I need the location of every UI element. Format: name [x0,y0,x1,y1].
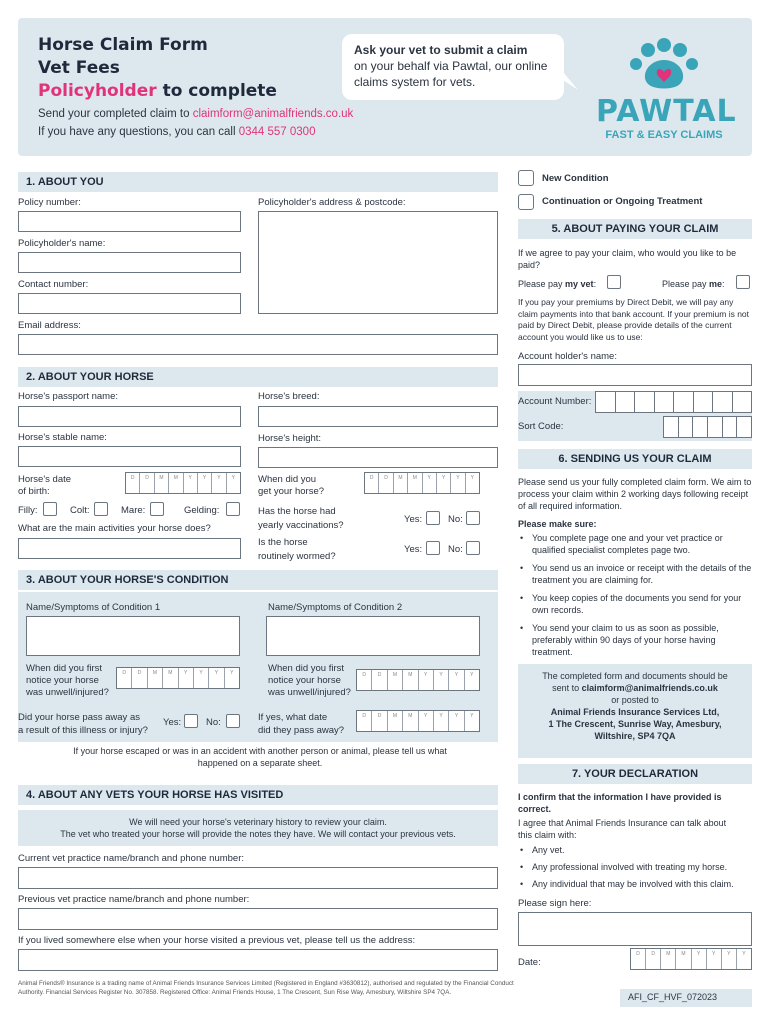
list-item: • You complete page one and your vet practice or qualified specialist completes page two. [518,532,752,556]
vacc-yes-label: Yes: [404,514,423,525]
send-intro: Please send us your fully completed claim form. We aim to process your claim within 2 working days following receipt of all required information. [518,477,752,511]
paw-icon [596,36,732,92]
date-cell-letter: Y [707,949,722,969]
address-input[interactable] [258,211,498,314]
date-cell-letter: D [372,711,387,731]
date-cell-letter: Y [449,711,464,731]
vacc-yes-checkbox[interactable] [426,511,440,525]
pawtal-logo: PAWTAL FAST & EASY CLAIMS [596,36,732,140]
date-cell-letter: Y [692,949,707,969]
passport-input[interactable] [18,406,241,427]
declaration-date-input[interactable] [630,948,752,970]
filly-label: Filly: [18,505,38,516]
agree-text: I agree that Animal Friends Insurance can talk about this claim with: [518,818,727,840]
current-vet-label: Current vet practice name/branch and phone number: [18,853,245,864]
date-cell-letter: D [357,711,372,731]
contact-label: Contact number: [18,279,89,290]
date-cell-letter: Y [434,670,449,690]
pass-yes-checkbox[interactable] [184,714,198,728]
lived-elsewhere-label: If you lived somewhere else when your horse visited a previous vet, please tell us the address: [18,935,416,946]
wormed-yes-checkbox[interactable] [426,541,440,555]
date-cell-letter: Y [198,473,212,493]
mare-label: Mare: [121,505,146,516]
continuation-label: Continuation or Ongoing Treatment [542,196,703,207]
date-cell-letter: Y [470,475,474,481]
declaration-bullets [518,844,752,895]
got-horse-label: When did you get your horse? [258,474,325,497]
sort-code-input[interactable] [663,416,752,438]
policy-number-input[interactable] [18,211,241,232]
notice1-date-input[interactable] [116,667,240,689]
sign-label: Please sign here: [518,898,592,909]
pass-date-label: If yes, what date did they pass away? [258,712,345,736]
date-cell-letter: Y [212,473,226,493]
date-cell-letter: M [394,473,408,493]
gelding-checkbox[interactable] [226,502,240,516]
wormed-label: Is the horse routinely wormed? [258,537,336,562]
email-label: Email address: [18,320,81,331]
current-vet-input[interactable] [18,867,498,889]
notice1-label: When did you first notice your horse was unwell/injured? [26,663,109,698]
date-cell-letter: Y [470,672,474,678]
make-sure-label: Please make sure: [518,519,597,529]
wormed-no-checkbox[interactable] [466,541,480,555]
email-input[interactable] [18,334,498,355]
mare-checkbox[interactable] [150,502,164,516]
signature-input[interactable] [518,912,752,946]
condition2-input[interactable] [266,616,480,656]
form-title: Horse Claim Form Vet Fees Policyholder to complete [38,35,277,101]
dob-label: Horse's date of birth: [18,474,72,497]
date-cell-letter: D [117,668,132,688]
call-line: If you have any questions, you can call 0344 557 0300 [38,126,316,138]
pay-vet-label: Please pay my vet: [518,279,597,289]
speech-bubble: Ask your vet to submit a claim on your behalf via Pawtal, our online claims system for vets. [342,34,564,100]
list-item: • Any vet. [518,844,752,856]
notice2-date-input[interactable] [356,669,480,691]
section3-heading: 3. ABOUT YOUR HORSE'S CONDITION [18,570,498,590]
date-cell-letter: Y [419,670,434,690]
policy-number-label: Policy number: [18,197,81,208]
date-cell-letter: D [365,473,379,493]
date-cell-letter: D [126,473,140,493]
date-cell-letter: D [132,668,147,688]
previous-vet-input[interactable] [18,908,498,930]
postal-panel: The completed form and documents should be sent to claimform@animalfriends.co.uk or posted to Animal Friends Insurance Services Ltd, 1 The Crescent, Sunrise Way, Amesbury, Wiltshire, SP4 7QA [518,664,752,758]
new-condition-label: New Condition [542,173,609,184]
vacc-no-checkbox[interactable] [466,511,480,525]
lived-elsewhere-input[interactable] [18,949,498,971]
colt-checkbox[interactable] [94,502,108,516]
date-label: Date: [518,957,541,968]
date-cell-letter: Y [742,951,746,957]
passport-label: Horse's passport name: [18,391,119,402]
direct-debit-text: If you pay your premiums by Direct Debit, we will pay any claim payments into that bank account. If your premium is not paid by Direct Debit, please provide details of the current account you would like us to use: [518,297,750,342]
date-cell-letter: D [631,949,646,969]
activities-input[interactable] [18,538,241,559]
date-cell-letter: M [403,711,418,731]
escaped-note: If your horse escaped or was in an accident with another person or animal, please tell us what happened on a separate sheet. [73,746,447,768]
address-label: Policyholder's address & postcode: [258,197,406,208]
filly-checkbox[interactable] [43,502,57,516]
breed-input[interactable] [258,406,498,427]
got-horse-date-input[interactable] [364,472,480,494]
vacc-no-label: No: [448,514,463,525]
date-cell-letter: M [408,473,422,493]
date-cell-letter: Y [231,475,235,481]
date-cell-letter: Y [470,713,474,719]
send-bullets [518,532,752,664]
date-cell-letter: M [148,668,163,688]
date-cell-letter: Y [230,670,234,676]
section4-heading: 4. ABOUT ANY VETS YOUR HORSE HAS VISITED [18,785,498,805]
date-cell-letter: Y [179,668,194,688]
date-cell-letter: M [661,949,676,969]
date-cell-letter: M [388,711,403,731]
date-cell-letter: M [163,668,178,688]
pass-date-input[interactable] [356,710,480,732]
name-input[interactable] [18,252,241,273]
date-cell-letter: Y [722,949,737,969]
breed-label: Horse's breed: [258,391,320,402]
account-number-label: Account Number: [518,396,592,407]
list-item: • Any professional involved with treating my horse. [518,861,752,873]
date-cell-letter: Y [437,473,451,493]
send-line: Send your completed claim to claimform@animalfriends.co.uk [38,108,354,120]
section6-heading: 6. SENDING US YOUR CLAIM [518,449,752,469]
name-label: Policyholder's name: [18,238,106,249]
list-item: • You keep copies of the documents you send for your own records. [518,592,752,616]
date-cell-letter: Y [434,711,449,731]
wormed-yes-label: Yes: [404,544,423,555]
form-code: AFI_CF_HVF_072023 [620,989,752,1007]
date-cell-letter: Y [194,668,209,688]
condition1-label: Name/Symptoms of Condition 1 [26,602,161,613]
date-cell-letter: M [388,670,403,690]
account-holder-label: Account holder's name: [518,351,617,362]
date-cell-letter: D [372,670,387,690]
pay-vet-checkbox[interactable] [607,275,621,289]
pass-away-label: Did your horse pass away as a result of this illness or injury? [18,712,148,736]
list-item: • You send your claim to us as soon as possible, preferably within 90 days of your horse having treatment. [518,622,752,658]
height-input[interactable] [258,447,498,468]
date-cell-letter: D [357,670,372,690]
sort-code-label: Sort Code: [518,421,564,432]
section7-heading: 7. YOUR DECLARATION [518,764,752,784]
list-item: • Any individual that may be involved with this claim. [518,878,752,890]
previous-vet-label: Previous vet practice name/branch and phone number: [18,894,250,905]
section1-heading: 1. ABOUT YOU [18,172,498,192]
wormed-no-label: No: [448,544,463,555]
confirm-text: I confirm that the information I have provided is correct. [518,792,722,814]
pass-no-checkbox[interactable] [226,714,240,728]
contact-input[interactable] [18,293,241,314]
condition1-input[interactable] [26,616,240,656]
pass-no-label: No: [206,717,221,728]
date-cell-letter: M [403,670,418,690]
stable-input[interactable] [18,446,241,467]
date-cell-letter: Y [449,670,464,690]
pay-question: If we agree to pay your claim, who would you like to be paid? [518,248,737,270]
vaccinations-label: Has the horse had yearly vaccinations? [258,506,344,531]
pay-me-label: Please pay me: [662,279,725,289]
date-cell-letter: Y [209,668,224,688]
continuation-checkbox[interactable] [518,194,534,210]
gelding-label: Gelding: [184,505,220,516]
date-cell-letter: D [379,473,393,493]
date-cell-letter: Y [423,473,437,493]
notice2-label: When did you first notice your horse was unwell/injured? [268,663,351,698]
vet-info-panel: We will need your horse's veterinary history to review your claim. The vet who treated your horse will provide the notes they have. We will contact your previous vets. [18,810,498,846]
date-cell-letter: M [155,473,169,493]
date-cell-letter: M [676,949,691,969]
stable-label: Horse's stable name: [18,432,107,443]
date-cell-letter: M [169,473,183,493]
account-holder-input[interactable] [518,364,752,386]
date-cell-letter: Y [184,473,198,493]
section2-heading: 2. ABOUT YOUR HORSE [18,367,498,387]
bubble-tail-icon [548,64,588,94]
list-item: • You send us an invoice or receipt with the details of the treatment you are claiming for. [518,562,752,586]
pay-me-checkbox[interactable] [736,275,750,289]
date-cell-letter: Y [419,711,434,731]
pass-yes-label: Yes: [163,717,182,728]
new-condition-checkbox[interactable] [518,170,534,186]
colt-label: Colt: [70,505,90,516]
height-label: Horse's height: [258,433,322,444]
legal-footer: Animal Friends® Insurance is a trading name of Animal Friends Insurance Services Limited (Registered in England #3630812), authorised and regulated by the Financial Conduct Authority. Financial Services Register No. 307858. Registered Office: Animal Friends House, 1 The Crescent, Sun Rise Way, Amesbury, Wiltshire SP4 7QA. [18,980,514,996]
date-cell-letter: Y [451,473,465,493]
activities-label: What are the main activities your horse does? [18,523,211,534]
account-number-input[interactable] [595,391,752,413]
section5-heading: 5. ABOUT PAYING YOUR CLAIM [518,219,752,239]
date-cell-letter: D [646,949,661,969]
dob-date-input[interactable] [125,472,241,494]
condition2-label: Name/Symptoms of Condition 2 [268,602,403,613]
date-cell-letter: D [140,473,154,493]
